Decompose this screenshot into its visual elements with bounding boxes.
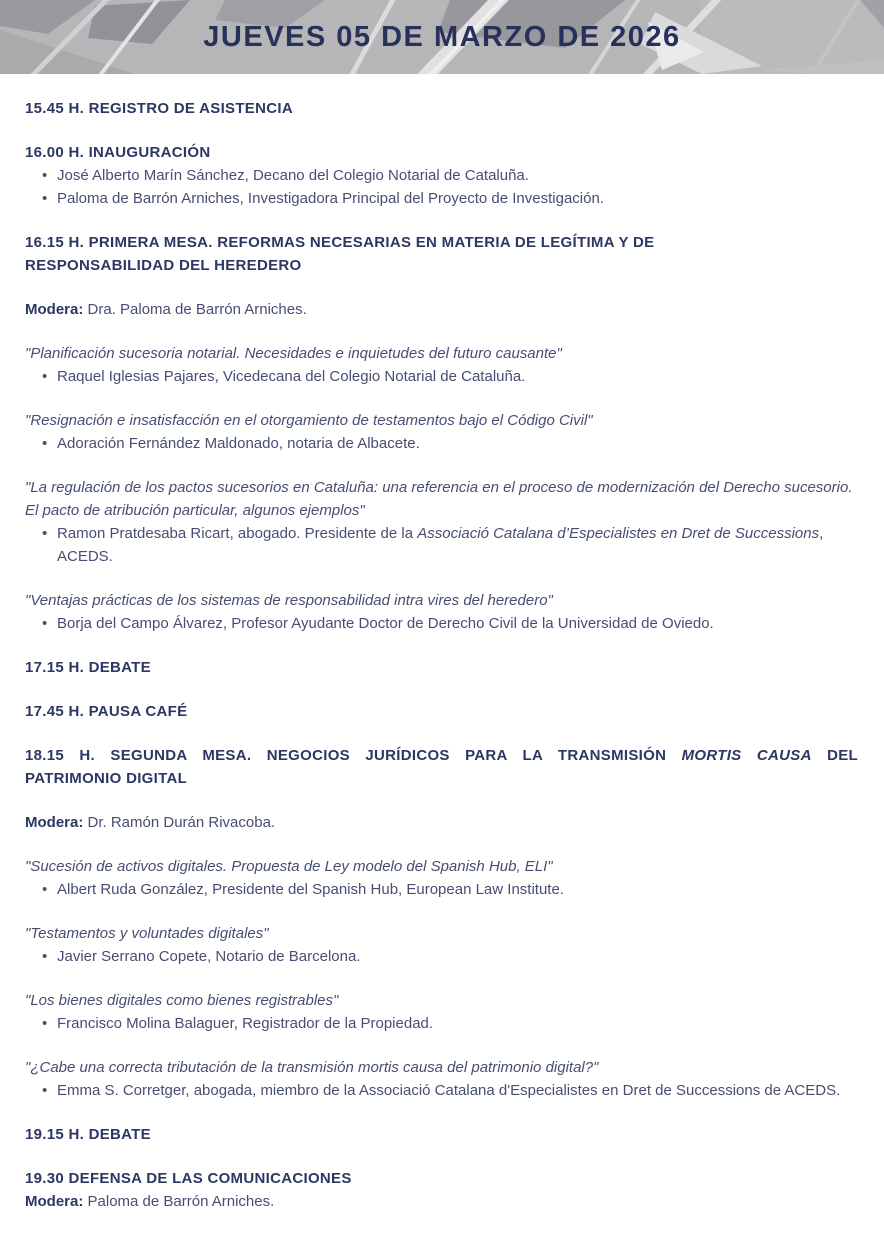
- text-run: "¿Cabe una correcta tributación de la transmisión mortis causa del patrimonio digital?": [25, 1059, 599, 1076]
- text-run: Borja del Campo Álvarez, Profesor Ayudante Doctor de Derecho Civil de la Universidad de Oviedo.: [57, 615, 714, 632]
- program-section: [25, 989, 858, 1035]
- text-run: Javier Serrano Copete, Notario de Barcelona.: [57, 948, 361, 965]
- speaker-item: [25, 522, 858, 568]
- program-section: [25, 476, 858, 568]
- text-run: Ramon Pratdesaba Ricart, abogado. Presidente de la: [57, 525, 418, 542]
- talk-title: [25, 922, 858, 945]
- talk-title: [25, 989, 858, 1012]
- text-run: Modera:: [25, 301, 84, 318]
- program-section: [25, 1056, 858, 1102]
- text-run: Raquel Iglesias Pajares, Vicedecana del Colegio Notarial de Cataluña.: [57, 368, 526, 385]
- program-body: [0, 74, 884, 1213]
- text-run: 15.45 H. REGISTRO DE ASISTENCIA: [25, 100, 293, 117]
- program-section: [25, 1123, 858, 1146]
- text-line: [25, 231, 858, 254]
- program-section: [25, 342, 858, 388]
- text-run: Emma S. Corretger, abogada, miembro de la Associació Catalana d'Especialistes en Dret de Successions de ACEDS.: [57, 1082, 841, 1099]
- time-heading: [25, 231, 858, 277]
- text-run: 17.15 H. DEBATE: [25, 659, 151, 676]
- text-run: RESPONSABILIDAD DEL HEREDERO: [25, 257, 302, 274]
- text-run: Albert Ruda González, Presidente del Spanish Hub, European Law Institute.: [57, 881, 564, 898]
- text-run: 16.15 H. PRIMERA MESA. REFORMAS NECESARIAS EN MATERIA DE LEGÍTIMA Y DE: [25, 234, 655, 251]
- text-run: "La regulación de los pactos sucesorios en Cataluña: una referencia en el proceso de modernización del Derecho sucesorio. El pacto de atribución particular, algunos ejemplos": [25, 479, 853, 519]
- text-run: "Ventajas prácticas de los sistemas de responsabilidad intra vires del heredero": [25, 592, 553, 609]
- program-section: [25, 811, 858, 834]
- speaker-item: [25, 1079, 858, 1102]
- speaker-item: [25, 612, 858, 635]
- time-heading: [25, 1167, 858, 1190]
- text-run: Paloma de Barrón Arniches, Investigadora Principal del Proyecto de Investigación.: [57, 190, 604, 207]
- talk-title: [25, 342, 858, 365]
- text-run: 17.45 H. PAUSA CAFÉ: [25, 703, 188, 720]
- text-run: Paloma de Barrón Arniches.: [83, 1193, 275, 1210]
- date-banner: [0, 0, 884, 74]
- moderator-line: [25, 1190, 858, 1213]
- program-section: [25, 855, 858, 901]
- text-run: Adoración Fernández Maldonado, notaria de Albacete.: [57, 435, 420, 452]
- speaker-item: [25, 945, 858, 968]
- text-line: [25, 254, 858, 277]
- time-heading: [25, 744, 858, 790]
- text-run: "Planificación sucesoria notarial. Necesidades e inquietudes del futuro causante": [25, 345, 562, 362]
- text-run: "Sucesión de activos digitales. Propuesta de Ley modelo del Spanish Hub, ELI": [25, 858, 553, 875]
- text-run: José Alberto Marín Sánchez, Decano del Colegio Notarial de Cataluña.: [57, 167, 529, 184]
- speaker-item: [25, 432, 858, 455]
- moderator-line: [25, 811, 858, 834]
- text-run: "Los bienes digitales como bienes registrables": [25, 992, 339, 1009]
- time-heading: [25, 656, 858, 679]
- text-run: PATRIMONIO DIGITAL: [25, 770, 188, 787]
- text-run: Dr. Ramón Durán Rivacoba.: [83, 814, 276, 831]
- time-heading: [25, 97, 858, 120]
- talk-title: [25, 855, 858, 878]
- talk-title: [25, 589, 858, 612]
- program-section: [25, 744, 858, 790]
- text-run: "Resignación e insatisfacción en el otorgamiento de testamentos bajo el Código Civil": [25, 412, 593, 429]
- time-heading: [25, 141, 858, 164]
- text-run: Francisco Molina Balaguer, Registrador de la Propiedad.: [57, 1015, 434, 1032]
- text-run: Modera:: [25, 1193, 84, 1210]
- talk-title: [25, 409, 858, 432]
- program-section: [25, 298, 858, 321]
- time-heading: [25, 700, 858, 723]
- speaker-item: [25, 187, 858, 210]
- moderator-line: [25, 298, 858, 321]
- text-run: 16.00 H. INAUGURACIÓN: [25, 144, 211, 161]
- text-run: MORTIS CAUSA: [681, 747, 812, 764]
- program-section: [25, 141, 858, 210]
- date-title: JUEVES 05 DE MARZO DE 2026: [203, 20, 681, 53]
- program-section: [25, 700, 858, 723]
- program-section: [25, 656, 858, 679]
- text-run: , ACEDS.: [57, 525, 824, 565]
- speaker-item: [25, 1012, 858, 1035]
- text-line: [25, 767, 858, 790]
- text-line: [25, 744, 858, 767]
- talk-title: [25, 1056, 858, 1079]
- program-section: [25, 1167, 858, 1213]
- speaker-item: [25, 164, 858, 187]
- text-run: 19.30 DEFENSA DE LAS COMUNICACIONES: [25, 1170, 352, 1187]
- text-run: "Testamentos y voluntades digitales": [25, 925, 269, 942]
- speaker-item: [25, 878, 858, 901]
- program-section: [25, 589, 858, 635]
- text-run: Modera:: [25, 814, 84, 831]
- program-section: [25, 231, 858, 277]
- time-heading: [25, 1123, 858, 1146]
- text-run: 19.15 H. DEBATE: [25, 1126, 151, 1143]
- text-run: DEL: [811, 747, 858, 764]
- text-run: Associació Catalana d’Especialistes en Dret de Successions: [417, 525, 820, 542]
- text-run: Dra. Paloma de Barrón Arniches.: [83, 301, 307, 318]
- program-section: [25, 97, 858, 120]
- text-run: 18.15 H. SEGUNDA MESA. NEGOCIOS JURÍDICOS PARA LA TRANSMISIÓN: [25, 747, 682, 764]
- talk-title: [25, 476, 858, 522]
- program-section: [25, 922, 858, 968]
- speaker-item: [25, 365, 858, 388]
- program-section: [25, 409, 858, 455]
